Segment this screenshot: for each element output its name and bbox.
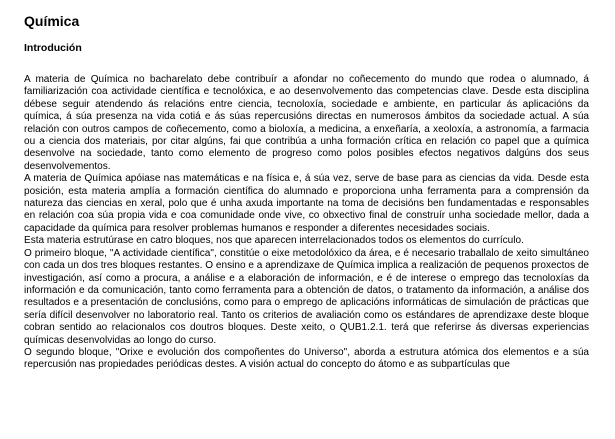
paragraph: Esta materia estrutúrase en catro bloques, nos que aparecen interrelacionados todos os elementos do currículo.: [24, 235, 524, 247]
section-heading: Introdución: [24, 42, 82, 54]
paragraph: A materia de Química apóiase nas matemáticas e na física e, á súa vez, serve de base para as ciencias da vida. Desde esta posición, esta materia amplía a formación científica do alumnado e proporciona unha ferramenta para a comprensión da natureza das ciencias en xeral, polo que é unha axuda importante na toma de decisións ben fundamentadas e responsables en relación coa súa propia vida e coa comunidade onde vive, co obxectivo final de construír unha sociedade mellor, dada a capacidade da química para resolver problemas humanos e responder a diferentes necesidades sociais.: [24, 173, 589, 234]
paragraph: A materia de Química no bacharelato debe contribuír a afondar no coñecemento do mundo que rodea o alumnado, á familiarización coa actividade científica e tecnolóxica, e ao desenvolvemento das competencias clave. Desde esta disciplina débese seguir atendendo ás relacións entre ciencia, tecnoloxía, sociedade e ambiente, en particular ás aplicacións da química, á súa presenza na vida cotiá e ás súas repercusións directas en numerosos ámbitos da sociedade actual. A súa relación con outros campos de coñecemento, como a bioloxía, a medicina, a enxeñaría, a xeoloxía, a astronomía, a farmacia ou a ciencia dos materiais, por citar algúns, fai que contribúa a unha formación crítica en relación co papel que a química desenvolve na sociedade, tanto como elemento de progreso como polos posibles efectos negativos dalgúns dos seus desenvolvementos.: [24, 74, 589, 172]
document-body: [24, 74, 589, 372]
paragraph: O segundo bloque, "Orixe e evolución dos compoñentes do Universo", aborda a estrutura atómica dos elementos e a súa repercusión nas propiedades periódicas destes. A visión actual do concepto do átomo e as subpartículas que: [24, 346, 589, 371]
page-title: Química: [24, 13, 80, 29]
paragraph: O primeiro bloque, "A actividade científica", constitúe o eixe metodolóxico da área, e é necesario traballalo de xeito simultáneo con cada un dos tres bloques restantes. O ensino e a aprendizaxe de Química implica a realización de pequenos proxectos de investigación, así como a procura, a análise e a elaboración de información, e é de interese o emprego das tecnoloxías da información e da comunicación, tanto como ferramenta para a obtención de datos, o tratamento da información, a análise dos resultados e a presentación de conclusións, como para o emprego de aplicacións informáticas de simulación de prácticas que sería difícil desenvolver no laboratorio real. Tanto os criterios de avaliación como os estándares de aprendizaxe deste bloque cobran sentido ao relacionalos cos doutros bloques. Deste xeito, o QUB1.2.1. terá que referirse ás diversas experiencias químicas desenvolvidas ao longo do curso.: [24, 247, 589, 346]
